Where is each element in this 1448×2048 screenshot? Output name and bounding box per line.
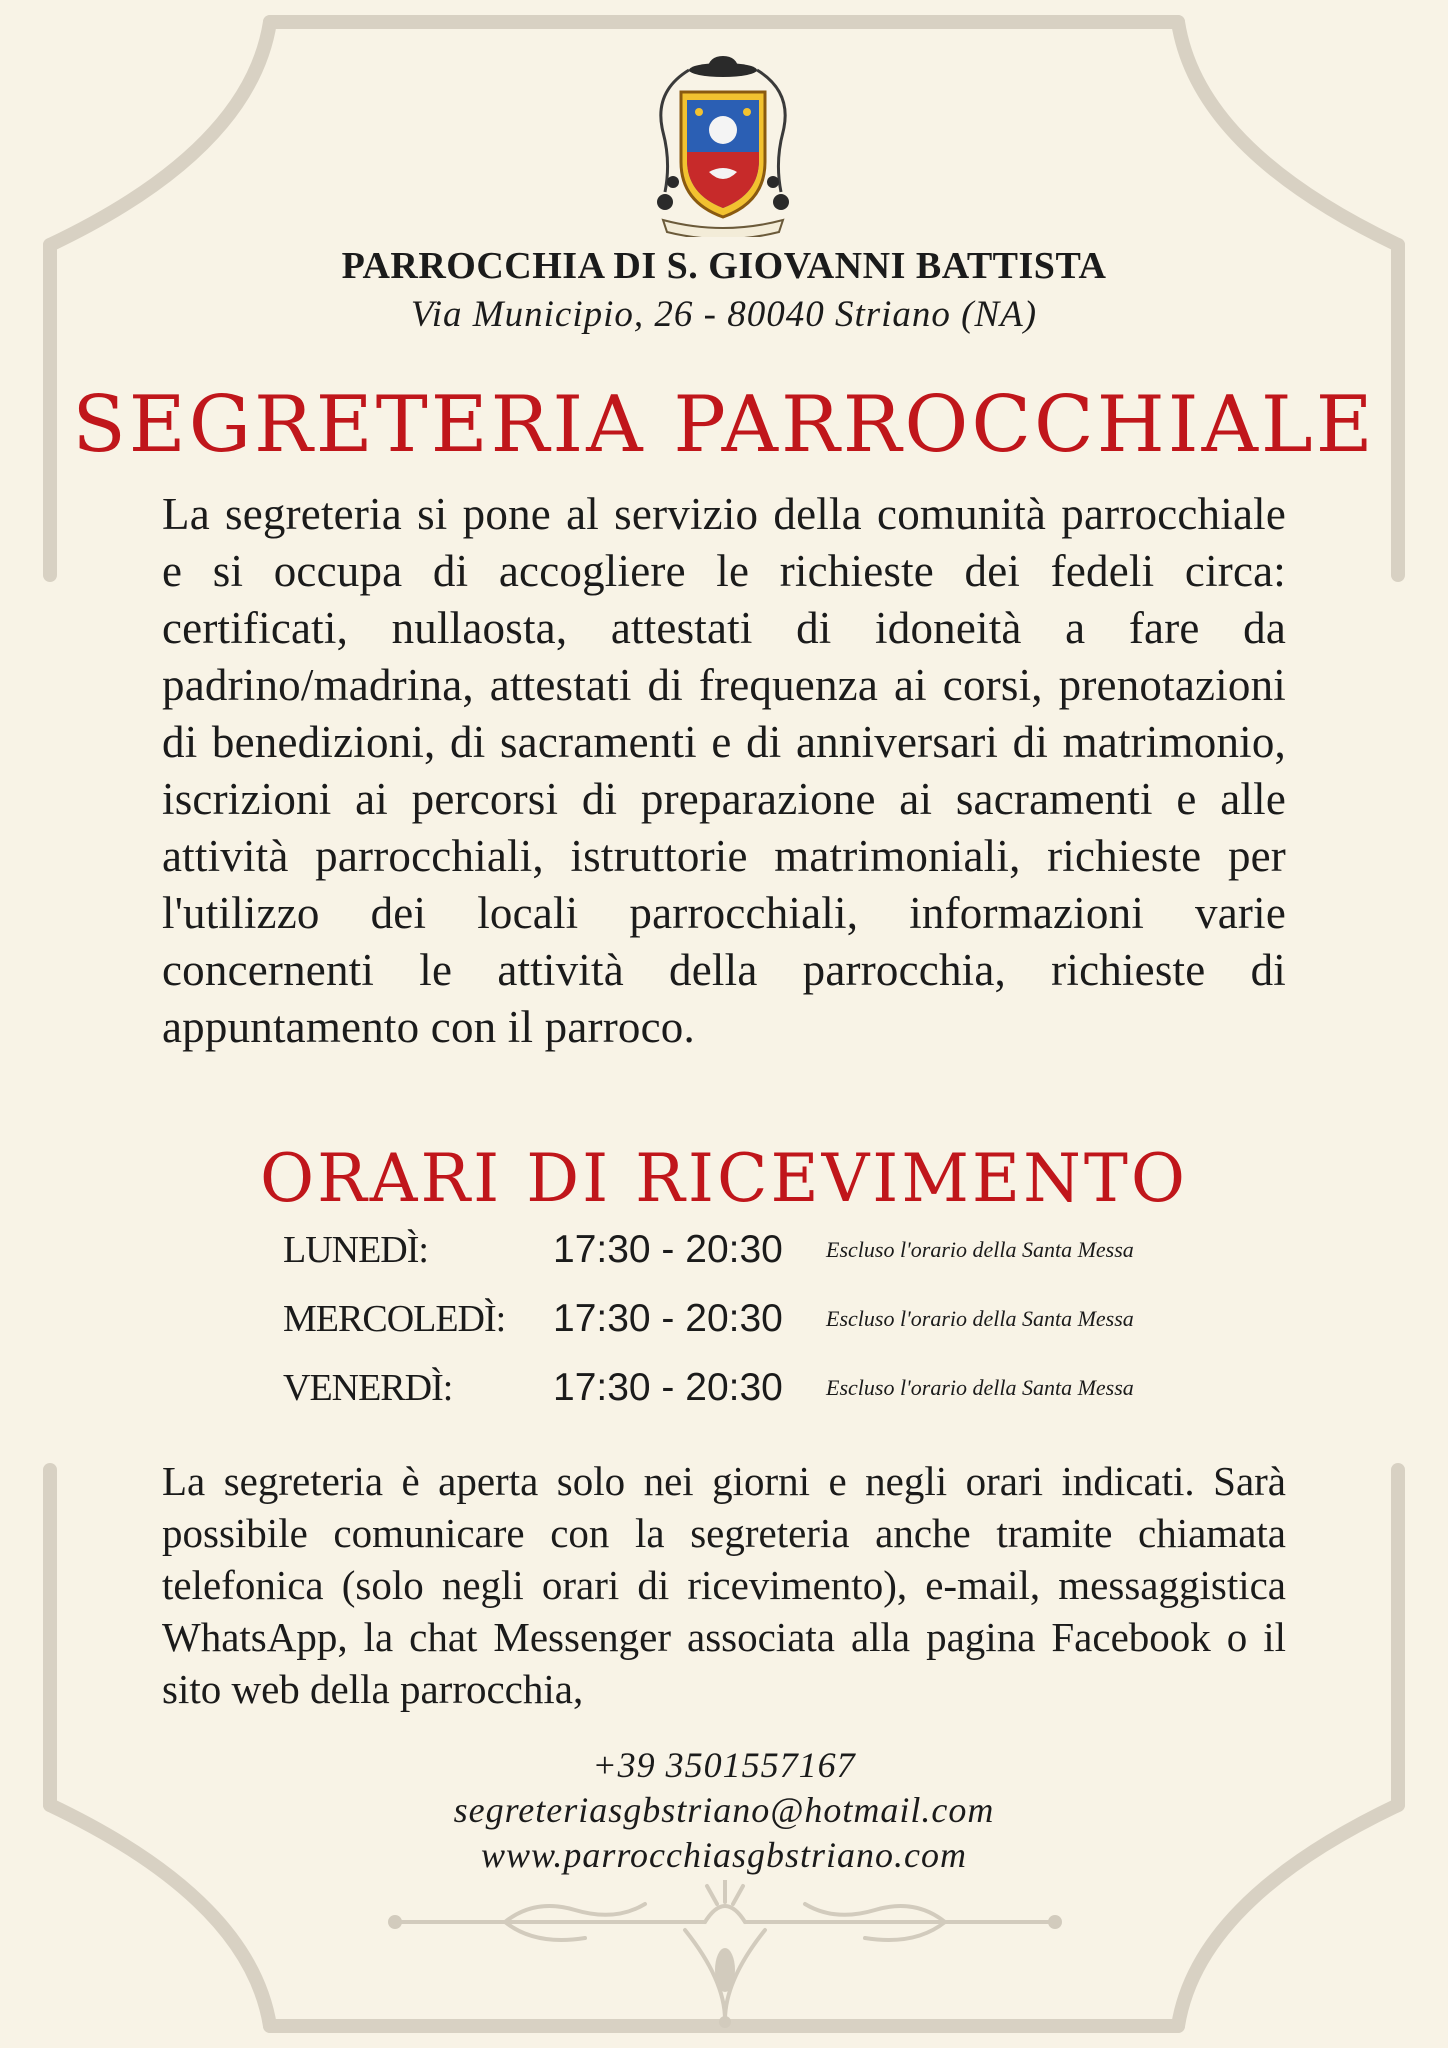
hours-row — [283, 1366, 1183, 1416]
decorative-flourish-icon — [385, 1880, 1065, 2030]
contact-info-paragraph: La segreteria è aperta solo nei giorni e negli orari indicati. Sarà possibile comunicare con la segreteria anche tramite chiamata telefonica (solo negli orari di ricevimento), e-mail, messaggistica WhatsApp, la chat Messenger associata alla pagina Facebook o il sito web della parrocchia, — [162, 1458, 1286, 1712]
hours-day: VENERDÌ: — [283, 1367, 453, 1409]
hours-note: Escluso l'orario della Santa Messa — [826, 1375, 1134, 1400]
parish-coat-of-arms-icon — [643, 52, 803, 237]
hours-row — [283, 1297, 1183, 1347]
parish-address: Via Municipio, 26 - 80040 Striano (NA) — [410, 294, 1038, 335]
email-address: segreteriasgbstriano@hotmail.com — [453, 1790, 995, 1830]
page-title: SEGRETERIA PARROCCHIALE — [72, 380, 1376, 470]
service-description: La segreteria si pone al servizio della comunità parrocchiale e si occupa di accogliere le richieste dei fedeli circa: certificati, nullaosta, attestati di idoneità a fare da padrino/madrina, attestati di frequenza ai corsi, prenotazioni di benedizioni, di sacramenti e di anniversari di matrimonio, iscrizioni ai percorsi di preparazione ai sacramenti e alle attività parrocchiali, istruttorie matrimoniali, richieste per l'utilizzo dei locali parrocchiali, informazioni varie concernenti le attività della parrocchia, richieste di appuntamento con il parroco. — [162, 489, 1286, 1052]
parish-name: PARROCCHIA DI S. GIOVANNI BATTISTA — [341, 245, 1107, 287]
hours-row — [283, 1228, 1183, 1278]
hours-day: MERCOLEDÌ: — [283, 1298, 506, 1340]
phone-number: +39 3501557167 — [592, 1745, 856, 1785]
hours-title: ORARI DI RICEVIMENTO — [260, 1140, 1188, 1217]
hours-note: Escluso l'orario della Santa Messa — [826, 1306, 1134, 1331]
hours-time: 17:30 - 20:30 — [553, 1366, 783, 1409]
website-url: www.parrocchiasgbstriano.com — [480, 1835, 967, 1875]
hours-note: Escluso l'orario della Santa Messa — [826, 1237, 1134, 1262]
hours-time: 17:30 - 20:30 — [553, 1297, 783, 1340]
hours-time: 17:30 - 20:30 — [553, 1228, 783, 1271]
hours-day: LUNEDÌ: — [283, 1229, 428, 1271]
